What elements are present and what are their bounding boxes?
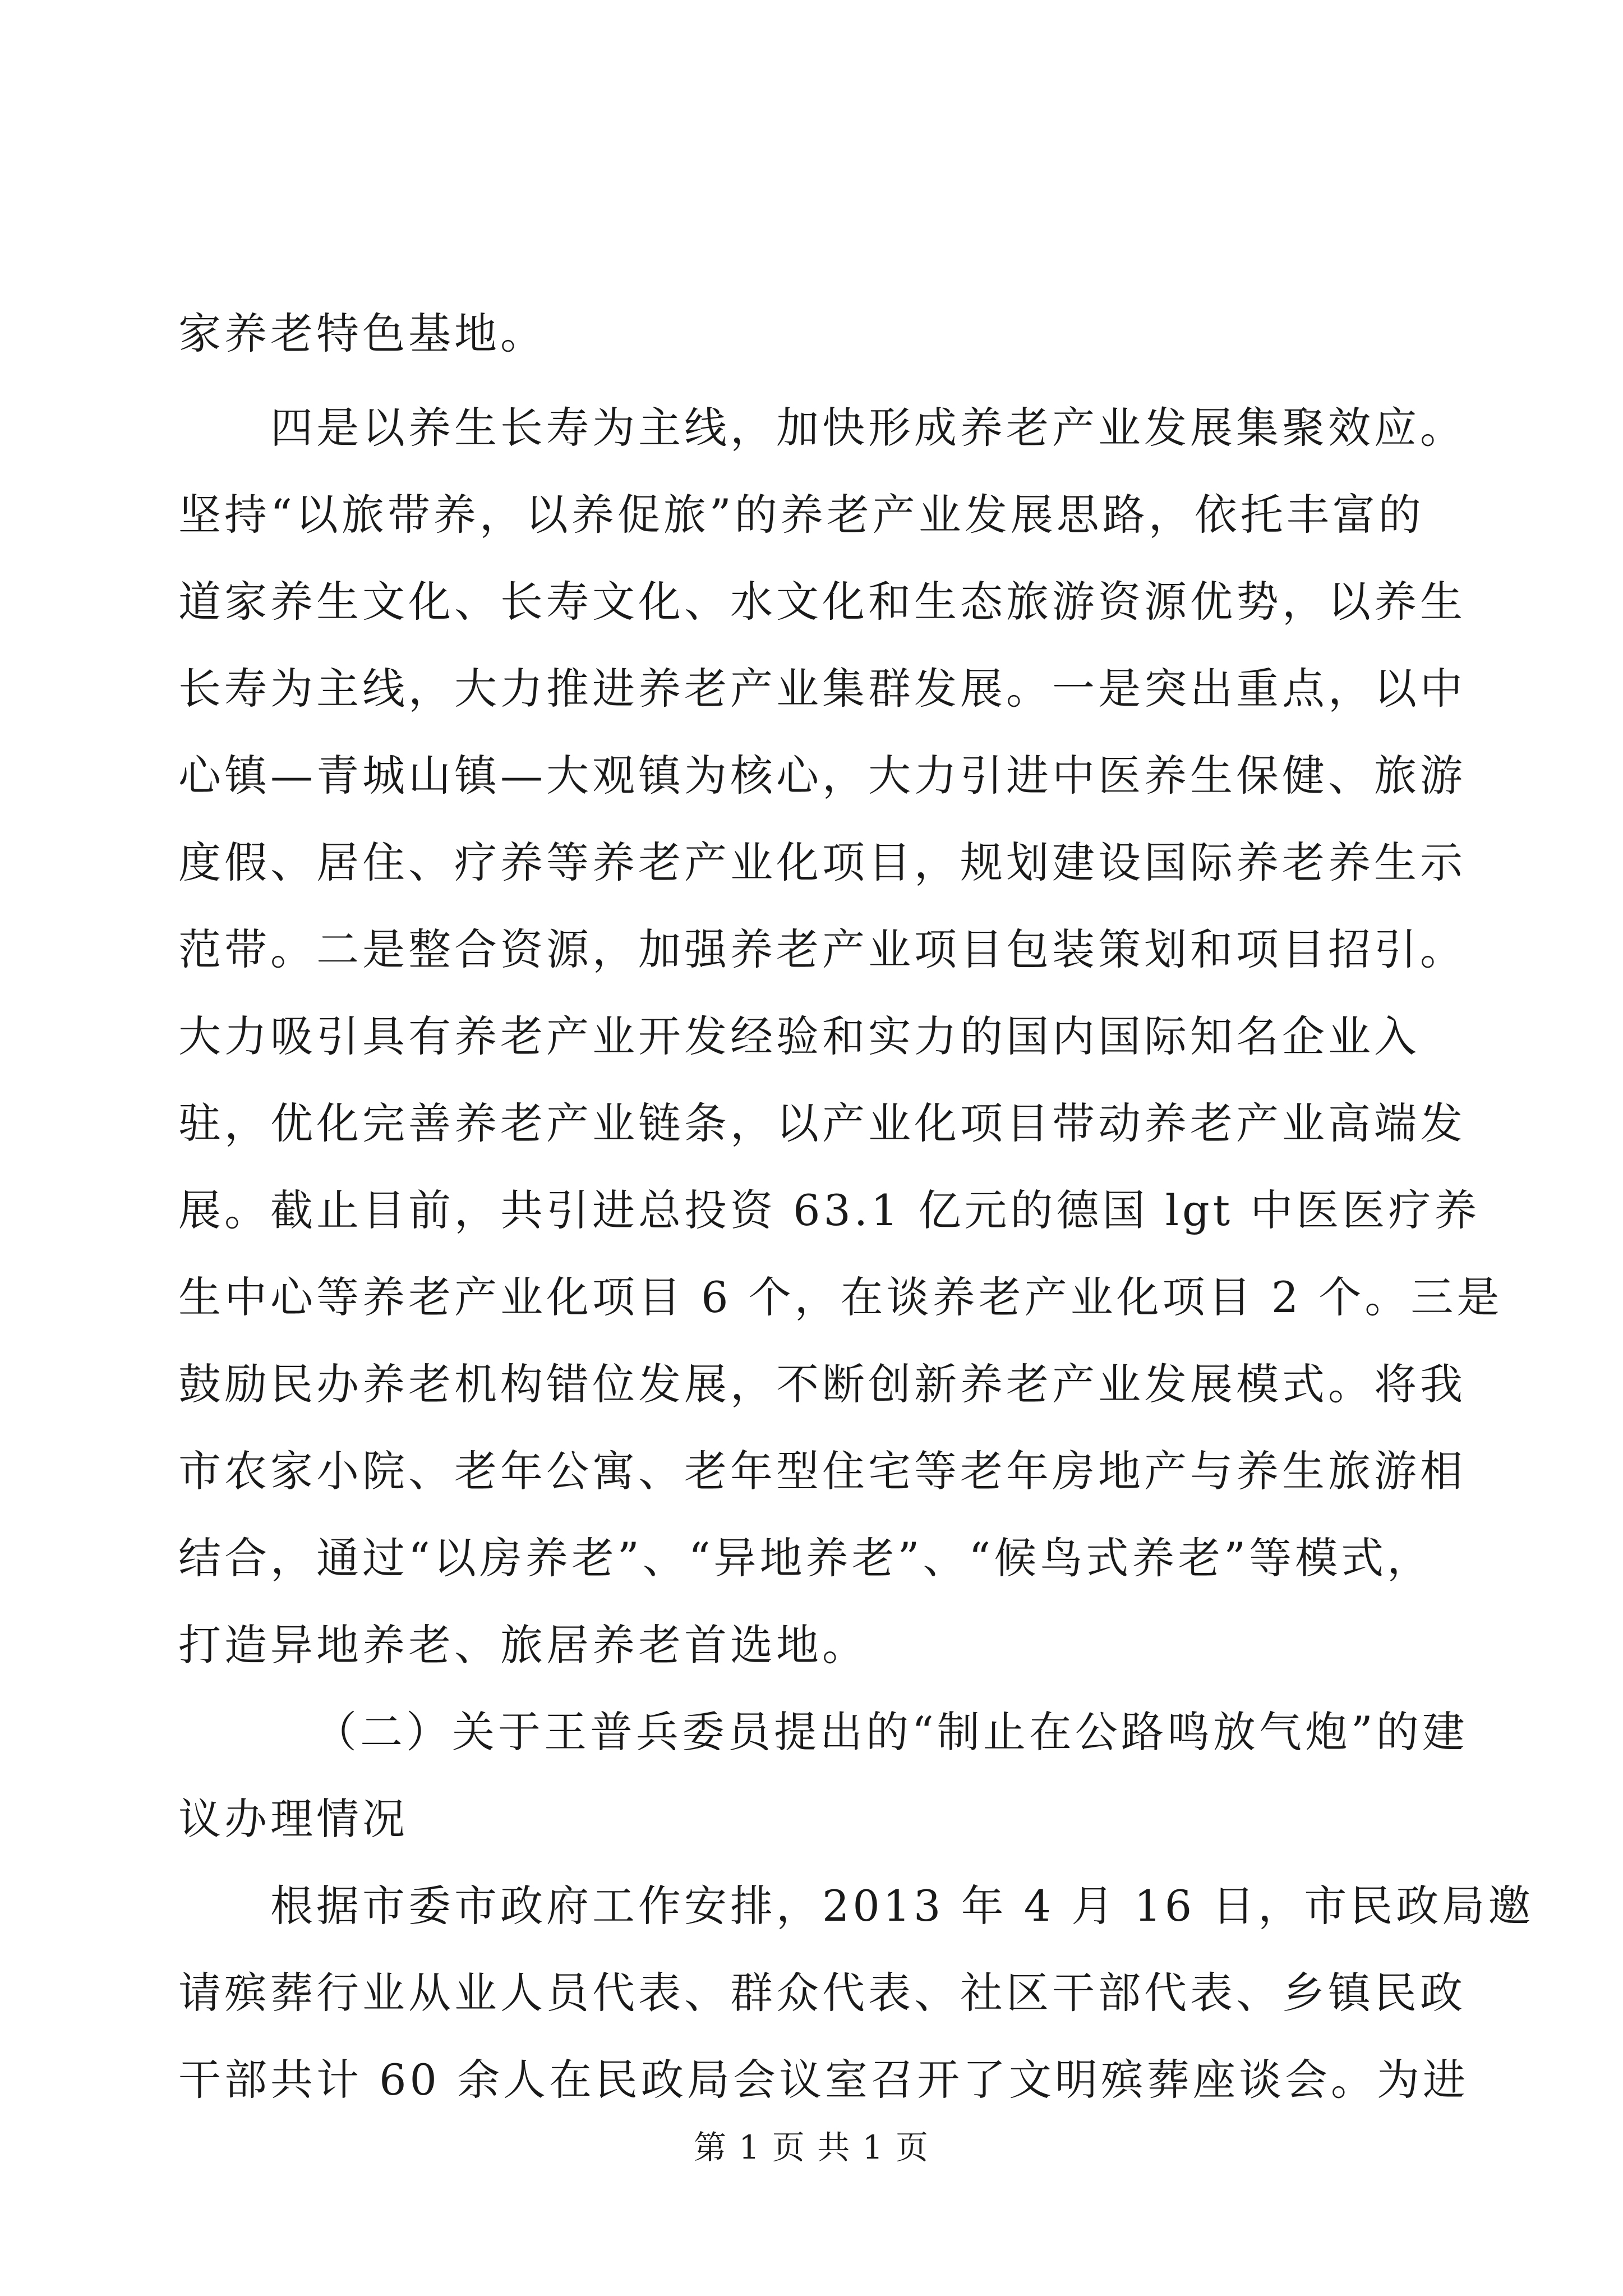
- text-line: 度假、居住、疗养等养老产业化项目，规划建设国际养老养生示: [178, 838, 1466, 887]
- text-line: 结合，通过“以房养老”、“异地养老”、“候鸟式养老”等模式，: [178, 1533, 1433, 1583]
- text-line: 心镇—青城山镇—大观镇为核心，大力引进中医养生保健、旅游: [178, 751, 1466, 800]
- section-heading-line: 议办理情况: [178, 1794, 408, 1844]
- text-line: 展。截止目前，共引进总投资 63.1 亿元的德国 lgt 中医医疗养: [178, 1185, 1481, 1235]
- text-line: 鼓励民办养老机构错位发展，不断创新养老产业发展模式。将我: [178, 1359, 1466, 1409]
- text-line: 生中心等养老产业化项目 6 个，在谈养老产业化项目 2 个。三是: [178, 1272, 1503, 1322]
- text-line: 干部共计 60 余人在民政局会议室召开了文明殡葬座谈会。为进: [178, 2055, 1469, 2105]
- text-line: 大力吸引具有养老产业开发经验和实力的国内国际知名企业入: [178, 1011, 1420, 1061]
- page-number-footer: 第 1 页 共 1 页: [694, 2128, 929, 2166]
- text-line: 长寿为主线，大力推进养老产业集群发展。一是突出重点，以中: [178, 664, 1466, 714]
- paragraph-first-line: 四是以养生长寿为主线，加快形成养老产业发展集聚效应。: [270, 403, 1466, 453]
- text-line: 市农家小院、老年公寓、老年型住宅等老年房地产与养生旅游相: [178, 1446, 1466, 1496]
- text-line: 坚持“以旅带养，以养促旅”的养老产业发展思路，依托丰富的: [178, 490, 1424, 540]
- text-line: 驻，优化完善养老产业链条，以产业化项目带动养老产业高端发: [178, 1098, 1466, 1148]
- text-line: 范带。二是整合资源，加强养老产业项目包装策划和项目招引。: [178, 924, 1466, 974]
- text-line: 家养老特色基地。: [178, 309, 546, 358]
- section-heading-line: （二）关于王普兵委员提出的“制止在公路鸣放气炮”的建: [314, 1707, 1468, 1757]
- text-line: 道家养生文化、长寿文化、水文化和生态旅游资源优势，以养生: [178, 577, 1466, 627]
- text-line: 打造异地养老、旅居养老首选地。: [178, 1620, 868, 1670]
- paragraph-first-line: 根据市委市政府工作安排，2013 年 4 月 16 日，市民政局邀: [270, 1881, 1534, 1931]
- text-line: 请殡葬行业从业人员代表、群众代表、社区干部代表、乡镇民政: [178, 1968, 1466, 2018]
